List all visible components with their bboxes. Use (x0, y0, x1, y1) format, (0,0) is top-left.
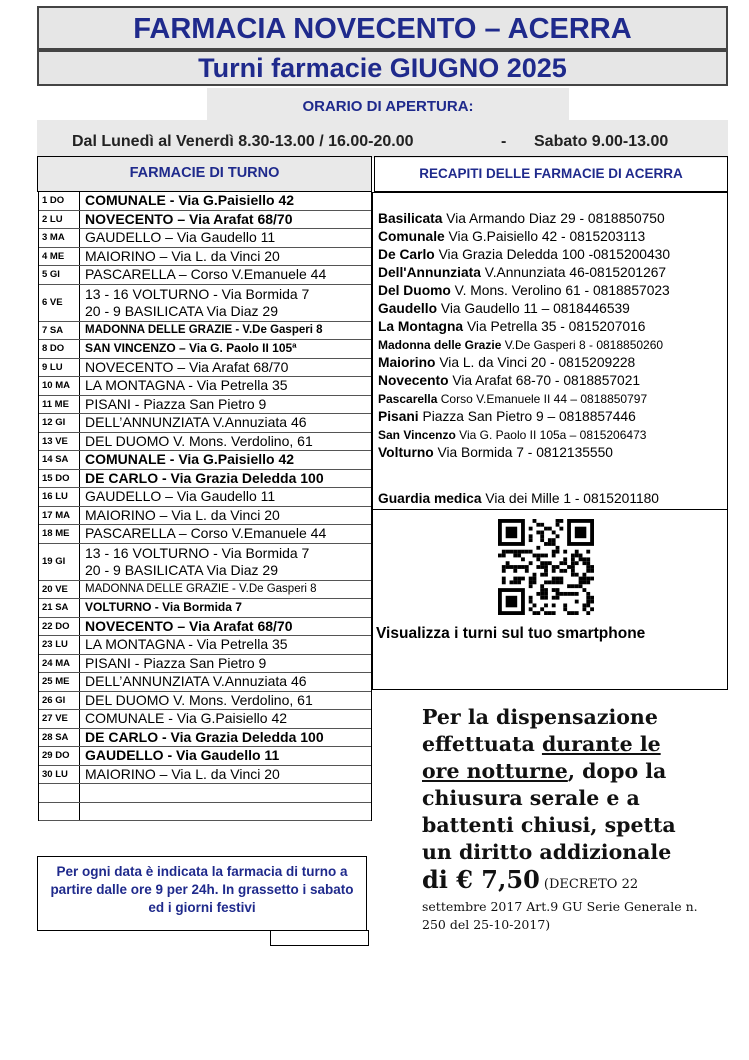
schedule-pharmacy (80, 766, 371, 784)
schedule-pharmacy-line: DE CARLO - Via Grazia Deledda 100 (85, 469, 324, 486)
contact-detail: Via L. da Vinci 20 - 0815209228 (439, 355, 636, 370)
schedule-pharmacy-line: NOVECENTO – Via Arafat 68/70 (85, 210, 293, 227)
notice-line: effettuata durante le (422, 732, 661, 756)
schedule-pharmacy (80, 488, 371, 506)
hours-dash: - (501, 133, 507, 150)
schedule-day: 10 MA (39, 377, 80, 395)
notice-line: settembre 2017 Art.9 GU Serie Generale n. (422, 899, 698, 914)
contact-name: De Carlo (378, 247, 435, 262)
schedule-pharmacy (80, 340, 371, 358)
schedule-pharmacy (80, 211, 371, 229)
schedule-pharmacy (80, 599, 371, 617)
schedule-row (39, 618, 371, 637)
schedule-day: 29 DO (39, 747, 80, 765)
schedule-row (39, 507, 371, 526)
contact-name: Guardia medica (378, 491, 482, 506)
contact-name: Maiorino (378, 355, 436, 370)
contact-detail: Via Arafat 68-70 - 0818857021 (452, 373, 641, 388)
note-text: Per ogni data è indicata la farmacia di turno a partire dalle ore 9 per 24h. In grassetto i sabato ed i giorni festivi (50, 864, 354, 915)
schedule-pharmacy-line: LA MONTAGNA - Via Petrella 35 (85, 377, 288, 394)
schedule-pharmacy-line: MAIORINO – Via L. da Vinci 20 (85, 765, 280, 782)
hours-row (37, 120, 728, 158)
schedule-row (39, 377, 371, 396)
schedule-pharmacy-line: MADONNA DELLE GRAZIE - V.De Gasperi 8 (85, 323, 323, 336)
notice-line (422, 866, 742, 898)
schedule-pharmacy-line: NOVECENTO – Via Arafat 68/70 (85, 617, 293, 634)
schedule-day: 13 VE (39, 433, 80, 451)
schedule-header (37, 156, 372, 192)
schedule-row (39, 488, 371, 507)
schedule-pharmacy-line: LA MONTAGNA - Via Petrella 35 (85, 636, 288, 653)
schedule-day: 25 ME (39, 673, 80, 691)
schedule-pharmacy-line: PISANI - Piazza San Pietro 9 (85, 654, 267, 671)
page-subtitle: Turni farmacie GIUGNO 2025 (198, 53, 567, 83)
schedule-pharmacy (80, 655, 371, 673)
schedule-day: 28 SA (39, 729, 80, 747)
notice-line: Per la dispensazione (422, 705, 658, 729)
schedule-pharmacy (80, 692, 371, 710)
contact-item (378, 354, 728, 372)
hours-weekdays: Dal Lunedì al Venerdì 8.30-13.00 / 16.00-20.00 (72, 133, 414, 150)
contact-item (378, 300, 728, 318)
schedule-day: 19 GI (39, 544, 80, 580)
contacts-box (372, 192, 728, 690)
schedule-row (39, 229, 371, 248)
contact-name: Novecento (378, 373, 449, 388)
contact-item (378, 336, 728, 354)
schedule-pharmacy-line: NOVECENTO – Via Arafat 68/70 (85, 358, 289, 375)
schedule-day: 22 DO (39, 618, 80, 636)
schedule-pharmacy-line: COMUNALE - Via G.Paisiello 42 (85, 451, 295, 468)
contact-item (378, 264, 728, 282)
schedule-day: 5 GI (39, 266, 80, 284)
schedule-day: 6 VE (39, 285, 80, 321)
schedule-pharmacy-line: DE CARLO - Via Grazia Deledda 100 (85, 728, 324, 745)
schedule-row (39, 673, 371, 692)
schedule-day: 12 GI (39, 414, 80, 432)
schedule-pharmacy-line: MAIORINO – Via L. da Vinci 20 (85, 506, 280, 523)
schedule-table (38, 192, 372, 821)
contact-name: Del Duomo (378, 283, 451, 298)
contact-name: Madonna delle Grazie (378, 338, 502, 352)
contact-item (378, 318, 728, 336)
schedule-pharmacy (80, 581, 371, 599)
schedule-row (39, 266, 371, 285)
schedule-row (39, 433, 371, 452)
schedule-pharmacy (80, 248, 371, 266)
schedule-day: 3 MA (39, 229, 80, 247)
schedule-pharmacy-line: GAUDELLO - Via Gaudello 11 (85, 747, 280, 764)
contact-detail: Via dei Mille 1 - 0815201180 (485, 491, 659, 506)
schedule-row (39, 396, 371, 415)
page-title: FARMACIA NOVECENTO – ACERRA (133, 13, 632, 45)
schedule-pharmacy-line: DEL DUOMO V. Mons. Verdolino, 61 (85, 432, 313, 449)
contact-item (378, 372, 728, 390)
schedule-pharmacy (80, 747, 371, 765)
schedule-pharmacy (80, 470, 371, 488)
schedule-day: 26 GI (39, 692, 80, 710)
schedule-pharmacy-line: MAIORINO – Via L. da Vinci 20 (85, 247, 280, 264)
schedule-day: 8 DO (39, 340, 80, 358)
schedule-row (39, 710, 371, 729)
contact-item (378, 444, 728, 462)
schedule-pharmacy-line: VOLTURNO - Via Bormida 7 (85, 600, 242, 615)
contact-name: Pisani (378, 409, 419, 424)
schedule-row (39, 359, 371, 378)
schedule-row (39, 451, 371, 470)
schedule-day: 1 DO (39, 192, 80, 210)
schedule-pharmacy (80, 229, 371, 247)
schedule-row (39, 544, 371, 581)
contact-detail: Via Grazia Deledda 100 -0815200430 (438, 247, 670, 262)
note-box (37, 856, 367, 931)
schedule-row (39, 470, 371, 489)
schedule-row (39, 285, 371, 322)
schedule-row (39, 747, 371, 766)
schedule-pharmacy-line: GAUDELLO – Via Gaudello 11 (85, 229, 276, 246)
contact-name: La Montagna (378, 319, 464, 334)
schedule-pharmacy-line: 20 - 9 BASILICATA Via Diaz 29 (85, 302, 278, 319)
notice-line: chiusura serale e a (422, 786, 640, 810)
schedule-pharmacy (80, 636, 371, 654)
schedule-pharmacy (80, 322, 371, 340)
schedule-pharmacy-line: 13 - 16 VOLTURNO - Via Bormida 7 (85, 544, 310, 561)
schedule-pharmacy-line: 20 - 9 BASILICATA Via Diaz 29 (85, 561, 278, 578)
contact-detail: Corso V.Emanuele II 44 – 0818850797 (440, 392, 648, 406)
contacts-header-label: RECAPITI DELLE FARMACIE DI ACERRA (419, 166, 683, 181)
qr-caption: Visualizza i turni sul tuo smartphone (376, 625, 646, 642)
schedule-row (39, 655, 371, 674)
contact-item (378, 246, 728, 264)
contact-guardia-medica (378, 490, 659, 508)
schedule-pharmacy-line: DELL’ANNUNZIATA V.Annuziata 46 (85, 414, 307, 431)
schedule-pharmacy (80, 266, 371, 284)
schedule-row (39, 581, 371, 600)
schedule-header-label: FARMACIE DI TURNO (129, 165, 280, 181)
hours-label: ORARIO DI APERTURA: (302, 98, 474, 115)
schedule-pharmacy-line: PISANI - Piazza San Pietro 9 (85, 395, 267, 412)
notice-line: 250 del 25-10-2017) (422, 917, 551, 932)
contact-item (378, 426, 728, 444)
schedule-row (39, 414, 371, 433)
schedule-row (39, 636, 371, 655)
schedule-pharmacy (80, 192, 371, 210)
contact-detail: V.Annunziata 46-0815201267 (484, 265, 667, 280)
schedule-pharmacy (80, 784, 371, 802)
schedule-pharmacy-line: DEL DUOMO V. Mons. Verdolino, 61 (85, 691, 313, 708)
schedule-day (39, 784, 80, 802)
schedule-pharmacy-line: 13 - 16 VOLTURNO - Via Bormida 7 (85, 285, 310, 302)
schedule-day: 14 SA (39, 451, 80, 469)
schedule-row (39, 692, 371, 711)
notice-line: un diritto addizionale (422, 840, 672, 864)
schedule-row (39, 248, 371, 267)
schedule-pharmacy-line: COMUNALE - Via G.Paisiello 42 (85, 710, 288, 727)
schedule-row (39, 729, 371, 748)
schedule-pharmacy (80, 673, 371, 691)
contact-detail: Via G. Paolo II 105a – 0815206473 (459, 428, 647, 442)
schedule-pharmacy (80, 396, 371, 414)
schedule-pharmacy (80, 359, 371, 377)
schedule-pharmacy (80, 285, 371, 321)
contact-detail: Piazza San Pietro 9 – 0818857446 (422, 409, 636, 424)
schedule-row (39, 525, 371, 544)
schedule-day: 27 VE (39, 710, 80, 728)
schedule-day: 17 MA (39, 507, 80, 525)
schedule-pharmacy (80, 803, 371, 821)
schedule-pharmacy (80, 544, 371, 580)
schedule-pharmacy (80, 729, 371, 747)
schedule-day: 24 MA (39, 655, 80, 673)
schedule-pharmacy-line: COMUNALE - Via G.Paisiello 42 (85, 192, 295, 209)
qr-code (498, 519, 594, 615)
schedule-pharmacy (80, 433, 371, 451)
schedule-row (39, 803, 371, 822)
schedule-pharmacy-line: GAUDELLO – Via Gaudello 11 (85, 488, 276, 505)
contact-detail: Via Armando Diaz 29 - 0818850750 (446, 211, 665, 226)
schedule-day: 11 ME (39, 396, 80, 414)
schedule-day: 20 VE (39, 581, 80, 599)
contact-item (378, 210, 728, 228)
schedule-row (39, 784, 371, 803)
notice-line: ore notturne, dopo la (422, 759, 667, 783)
schedule-day: 16 LU (39, 488, 80, 506)
contact-name: Comunale (378, 229, 445, 244)
schedule-day (39, 803, 80, 821)
schedule-pharmacy-line: MADONNA DELLE GRAZIE - V.De Gasperi 8 (85, 582, 317, 595)
contact-name: Pascarella (378, 392, 438, 406)
contact-detail: Via Bormida 7 - 0812135550 (437, 445, 613, 460)
night-surcharge-notice (422, 704, 742, 934)
schedule-pharmacy (80, 414, 371, 432)
schedule-day: 15 DO (39, 470, 80, 488)
schedule-pharmacy-line: SAN VINCENZO – Via G. Paolo II 105ª (85, 341, 297, 356)
schedule-pharmacy (80, 377, 371, 395)
schedule-day: 9 LU (39, 359, 80, 377)
schedule-day: 18 ME (39, 525, 80, 543)
schedule-pharmacy (80, 451, 371, 469)
schedule-pharmacy-line: DELL’ANNUNZIATA V.Annuziata 46 (85, 673, 307, 690)
schedule-day: 21 SA (39, 599, 80, 617)
contact-item (378, 408, 728, 426)
hours-saturday: Sabato 9.00-13.00 (534, 133, 669, 150)
notice-decree: (DECRETO 22 (539, 877, 639, 892)
contact-detail: Via Gaudello 11 – 0818446539 (440, 301, 630, 316)
schedule-row (39, 322, 371, 341)
contact-detail: Via G.Paisiello 42 - 0815203113 (448, 229, 646, 244)
schedule-day: 2 LU (39, 211, 80, 229)
contact-item (378, 228, 728, 246)
contacts-divider (373, 509, 727, 510)
schedule-row (39, 340, 371, 359)
notice-line: battenti chiusi, spetta (422, 813, 676, 837)
contact-name: Volturno (378, 445, 434, 460)
page-title-box (37, 6, 728, 50)
contact-detail: V. Mons. Verolino 61 - 0818857023 (454, 283, 670, 298)
schedule-row (39, 211, 371, 230)
contacts-header (374, 156, 728, 192)
schedule-pharmacy (80, 525, 371, 543)
schedule-pharmacy-line: PASCARELLA – Corso V.Emanuele 44 (85, 525, 327, 542)
page-subtitle-box (37, 50, 728, 86)
schedule-row (39, 766, 371, 785)
contact-name: Dell'Annunziata (378, 265, 481, 280)
contact-name: Basilicata (378, 211, 443, 226)
contact-name: San Vincenzo (378, 428, 456, 442)
hours-label-box (207, 88, 569, 120)
contact-item (378, 390, 728, 408)
contact-item (378, 282, 728, 300)
schedule-pharmacy (80, 507, 371, 525)
small-box (270, 930, 369, 946)
schedule-pharmacy (80, 710, 371, 728)
schedule-pharmacy (80, 618, 371, 636)
schedule-day: 30 LU (39, 766, 80, 784)
schedule-day: 4 ME (39, 248, 80, 266)
notice-amount: di € 7,50 (422, 865, 540, 894)
schedule-day: 7 SA (39, 322, 80, 340)
contact-detail: Via Petrella 35 - 0815207016 (466, 319, 646, 334)
contact-detail: V.De Gasperi 8 - 0818850260 (504, 338, 664, 352)
contacts-list (378, 210, 728, 462)
contact-name: Gaudello (378, 301, 438, 316)
schedule-day: 23 LU (39, 636, 80, 654)
schedule-row (39, 599, 371, 618)
schedule-row (39, 192, 371, 211)
schedule-pharmacy-line: PASCARELLA – Corso V.Emanuele 44 (85, 266, 327, 283)
